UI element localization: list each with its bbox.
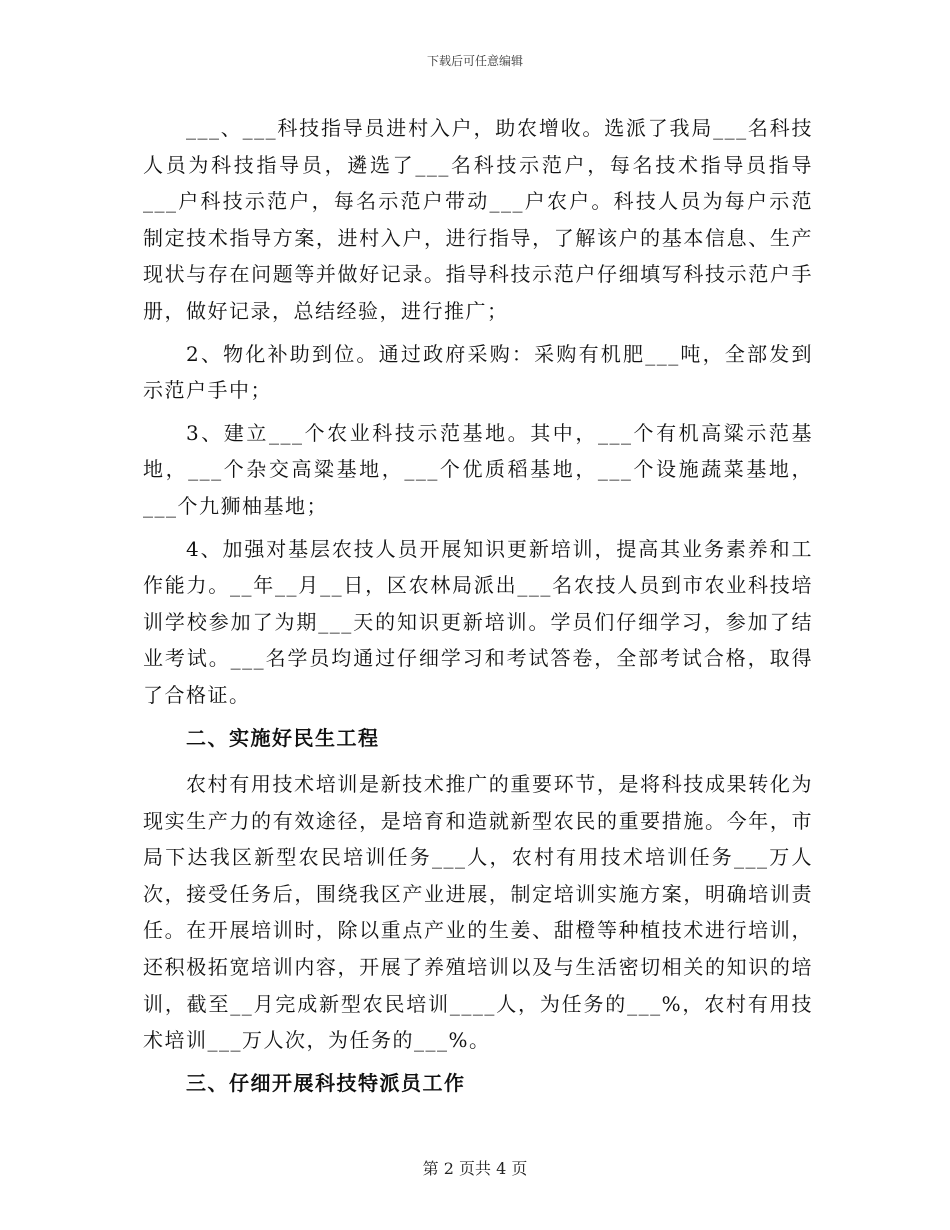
page-header: 下载后可任意编辑 (426, 54, 523, 68)
paragraph-tech-guides: ___、___科技指导员进村入户，助农增收。选派了我局___名科技人员为科技指导员，遴选了___名科技示范户，每名技术指导员指导___户科技示范户，每名示范户带动___户农户。科技人员为每户示范制定技术指导方案，进村入户，进行指导，了解该户的基本信息、生产现状与存在问题等并做好记录。指导科技示范户仔细填写科技示范户手册，做好记录，总结经验，进行推广； (143, 116, 813, 323)
section-heading-livelihood: 二、实施好民生工程 (186, 725, 380, 750)
paragraph-staff-training: 4、加强对基层农技人员开展知识更新培训，提高其业务素养和工作能力。__年__月__日，区农林局派出___名农技人员到市农业科技培训学校参加了为期___天的知识更新培训。学员们仔细学习，参加了结业考试。___名学员均通过仔细学习和考试答卷，全部考试合格，取得了合格证。 (143, 536, 813, 707)
paragraph-material-subsidy: 2、物化补助到位。通过政府采购：采购有机肥___吨，全部发到示范户手中； (143, 341, 813, 403)
document-body (143, 110, 813, 1111)
paragraph-demo-bases: 3、建立___个农业科技示范基地。其中，___个有机高粱示范基地，___个杂交高粱基地，___个优质稻基地，___个设施蔬菜基地，___个九狮柚基地； (143, 420, 813, 518)
section-heading-special-envoy: 三、仔细开展科技特派员工作 (186, 1070, 466, 1095)
page-footer: 第 2 页共 4 页 (422, 1159, 528, 1178)
paragraph-rural-training: 农村有用技术培训是新技术推广的重要环节，是将科技成果转化为现实生产力的有效途径，是培育和造就新型农民的重要措施。今年，市局下达我区新型农民培训任务___人，农村有用技术培训任务___万人次，接受任务后，围绕我区产业进展，制定培训实施方案，明确培训责任。在开展培训时，除以重点产业的生姜、甜橙等种植技术进行培训，还积极拓宽培训内容，开展了养殖培训以及与生活密切相关的知识的培训，截至__月完成新型农民培训____人，为任务的___%，农村有用技术培训___万人次，为任务的___%。 (143, 772, 813, 1053)
